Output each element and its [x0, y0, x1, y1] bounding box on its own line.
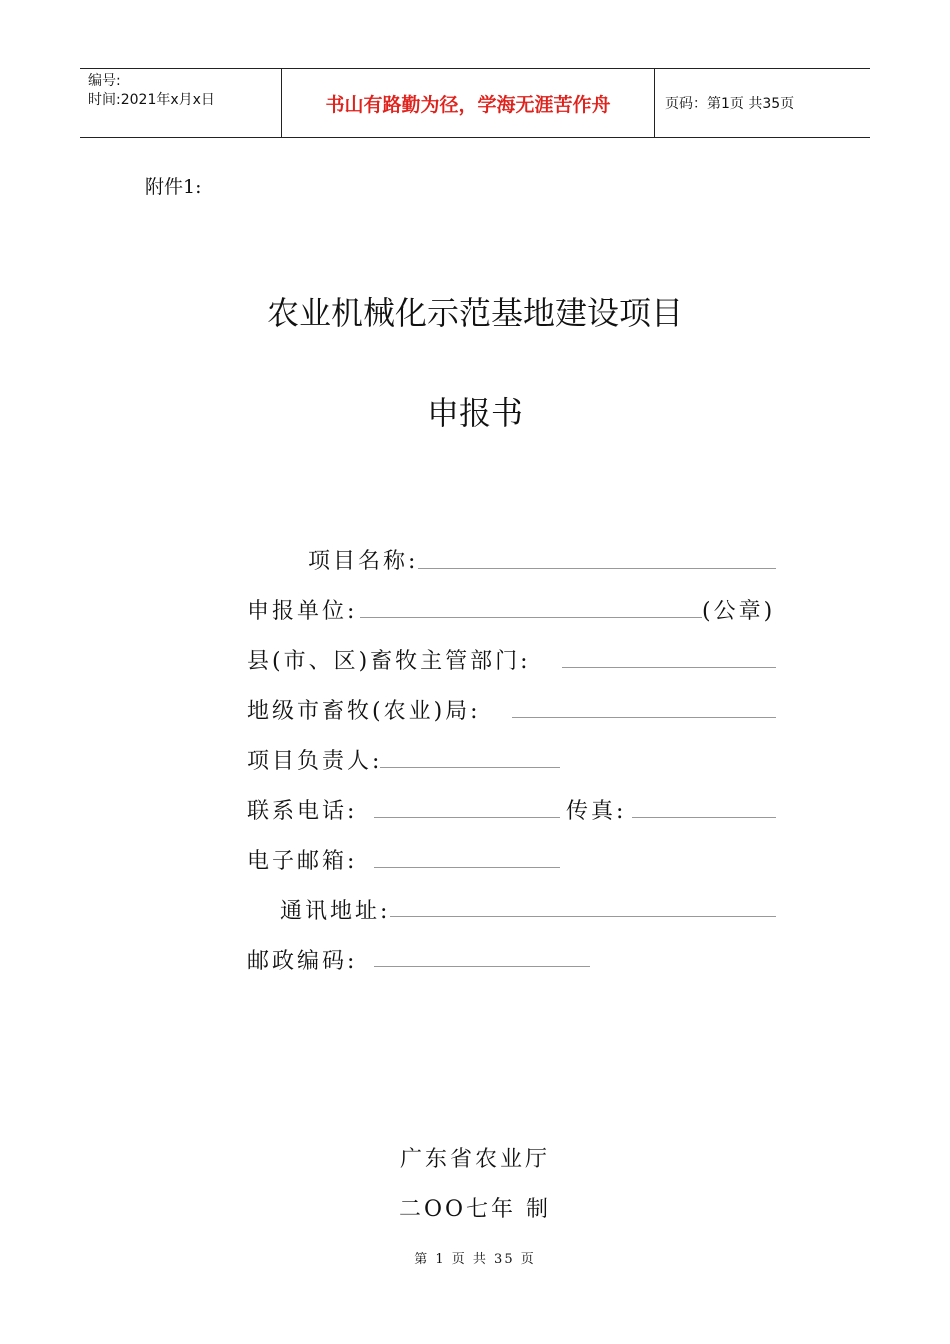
- phone-line[interactable]: [374, 817, 560, 818]
- county-dept-line[interactable]: [562, 667, 776, 668]
- document-time-label: 时间:2021年x月x日: [88, 92, 215, 108]
- fax-label: 传真:: [566, 799, 627, 824]
- address-label: 通讯地址:: [280, 899, 391, 924]
- document-number-label: 编号:: [88, 73, 121, 89]
- issue-date: 二OO七年 制: [398, 1197, 552, 1222]
- email-line[interactable]: [374, 867, 560, 868]
- attachment-label: 附件1:: [145, 176, 202, 198]
- header-meta: [80, 69, 282, 137]
- page-number: 第 1 页 共 35 页: [414, 1252, 536, 1267]
- applicant-unit-line[interactable]: [360, 617, 702, 618]
- header-page-info: 页码：第1页 共35页: [665, 96, 795, 112]
- postcode-line[interactable]: [374, 966, 590, 967]
- seal-label: (公章): [702, 599, 776, 624]
- postcode-label: 邮政编码:: [247, 949, 358, 974]
- project-name-label: 项目名称:: [308, 549, 419, 574]
- phone-label: 联系电话:: [247, 799, 358, 824]
- county-dept-label: 县(市、区)畜牧主管部门:: [247, 649, 531, 674]
- email-label: 电子邮箱:: [247, 849, 358, 874]
- applicant-unit-label: 申报单位:: [247, 599, 358, 624]
- page-header: [80, 68, 870, 138]
- issuing-organization: 广东省农业厅: [399, 1147, 550, 1172]
- header-motto: 书山有路勤为径，学海无涯苦作舟: [282, 69, 655, 137]
- project-leader-label: 项目负责人:: [247, 749, 383, 774]
- document-subtitle: 申报书: [426, 394, 523, 432]
- fax-line[interactable]: [632, 817, 776, 818]
- city-bureau-line[interactable]: [512, 717, 776, 718]
- address-line[interactable]: [390, 916, 776, 917]
- document-title: 农业机械化示范基地建设项目: [266, 294, 683, 332]
- project-leader-line[interactable]: [380, 767, 560, 768]
- project-name-line[interactable]: [418, 568, 776, 569]
- city-bureau-label: 地级市畜牧(农业)局:: [247, 699, 481, 724]
